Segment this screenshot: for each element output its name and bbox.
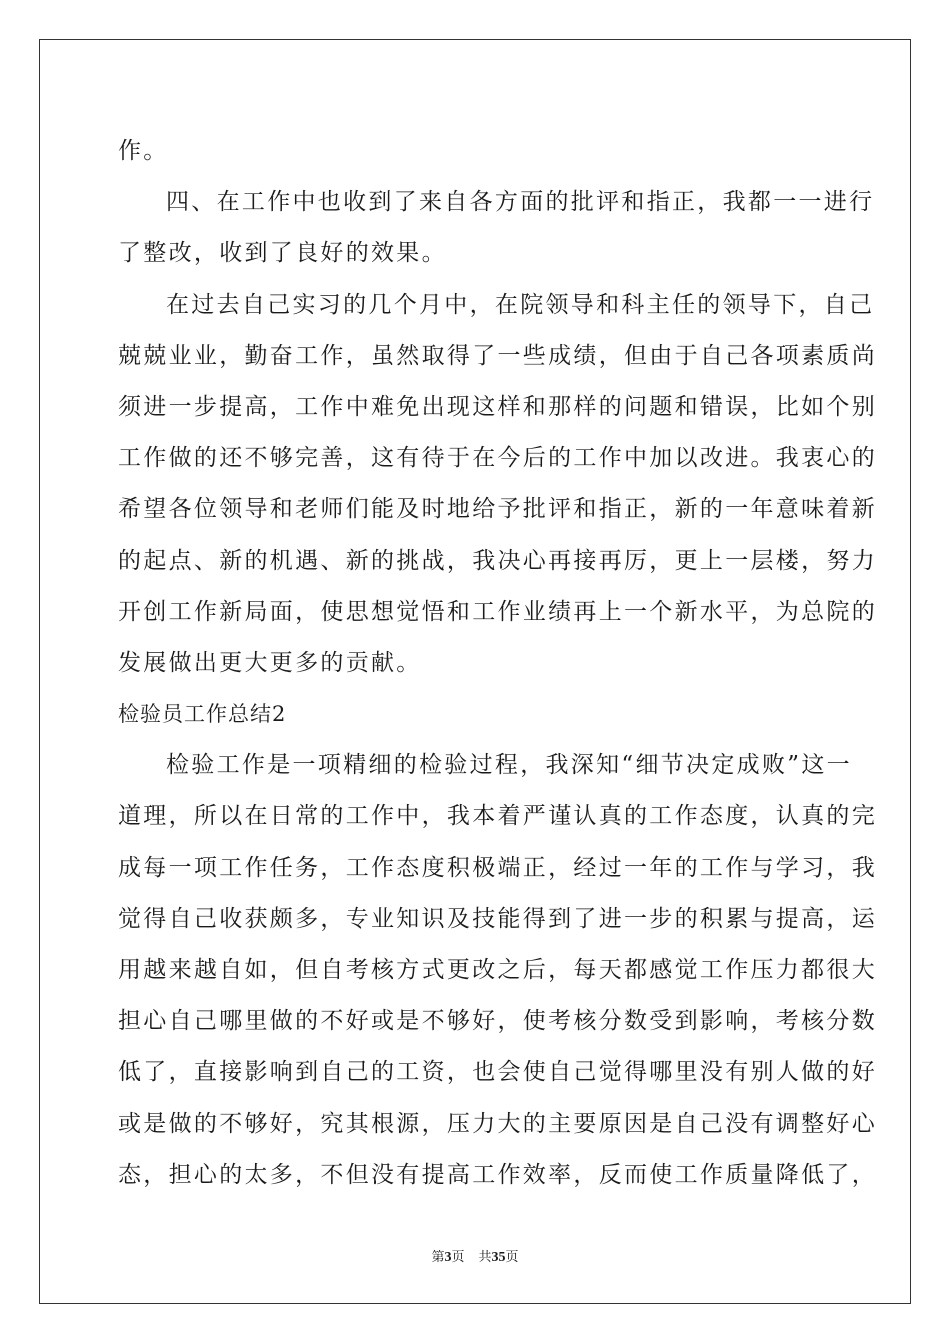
text-line: 用越来越自如，但自考核方式更改之后，每天都感觉工作压力都很大 bbox=[118, 957, 877, 983]
paragraph-start-line: 四、在工作中也收到了来自各方面的批评和指正，我都一一进行 bbox=[166, 189, 875, 216]
paragraph-start-line: 在过去自己实习的几个月中，在院领导和科主任的领导下，自己 bbox=[166, 291, 875, 318]
text-line: 道理，所以在日常的工作中，我本着严谨认真的工作态度，认真的完 bbox=[118, 803, 877, 830]
total-prefix: 共 bbox=[478, 1250, 492, 1265]
text-line: 须进一步提高，工作中难免出现这样和那样的问题和错误，比如个别 bbox=[118, 393, 877, 420]
text-line: 担心自己哪里做的不好或是不够好，使考核分数受到影响，考核分数 bbox=[118, 1008, 877, 1035]
text-line: 兢兢业业，勤奋工作，虽然取得了一些成绩，但由于自己各项素质尚 bbox=[118, 342, 877, 369]
text-line: 发展做出更大更多的贡献。 bbox=[118, 649, 422, 676]
text-line: 态，担心的太多，不但没有提高工作效率，反而使工作质量降低了， bbox=[118, 1161, 877, 1188]
page-suffix: 页 bbox=[451, 1250, 465, 1265]
text-line: 工作做的还不够完善，这有待于在今后的工作中加以改进。我衷心的 bbox=[118, 445, 877, 472]
document-body bbox=[118, 126, 877, 1201]
text-line: 低了，直接影响到自己的工资，也会使自己觉得哪里没有别人做的好 bbox=[118, 1059, 877, 1086]
total-pages: 35 bbox=[491, 1250, 506, 1265]
page-number: 3 bbox=[444, 1250, 452, 1265]
text-line: 或是做的不够好，究其根源，压力大的主要原因是自己没有调整好心 bbox=[118, 1110, 877, 1137]
text-line: 觉得自己收获颇多，专业知识及技能得到了进一步的积累与提高，运 bbox=[118, 905, 877, 932]
text-line: 开创工作新局面，使思想觉悟和工作业绩再上一个新水平，为总院的 bbox=[118, 598, 877, 625]
total-suffix: 页 bbox=[505, 1250, 519, 1265]
page-footer bbox=[0, 1246, 950, 1266]
text-line: 成每一项工作任务，工作态度积极端正，经过一年的工作与学习，我 bbox=[118, 854, 877, 881]
text-line: 希望各位领导和老师们能及时地给予批评和指正，新的一年意味着新 bbox=[118, 496, 877, 523]
page-prefix: 第 bbox=[431, 1250, 445, 1265]
text-line: 作。 bbox=[118, 138, 169, 164]
text-line: 了整改，收到了良好的效果。 bbox=[118, 240, 447, 267]
paragraph-start-line: 检验工作是一项精细的检验过程，我深知“细节决定成败”这一 bbox=[166, 752, 852, 779]
section-heading: 检验员工作总结2 bbox=[118, 702, 287, 727]
text-line: 的起点、新的机遇、新的挑战，我决心再接再厉，更上一层楼，努力 bbox=[118, 547, 877, 574]
